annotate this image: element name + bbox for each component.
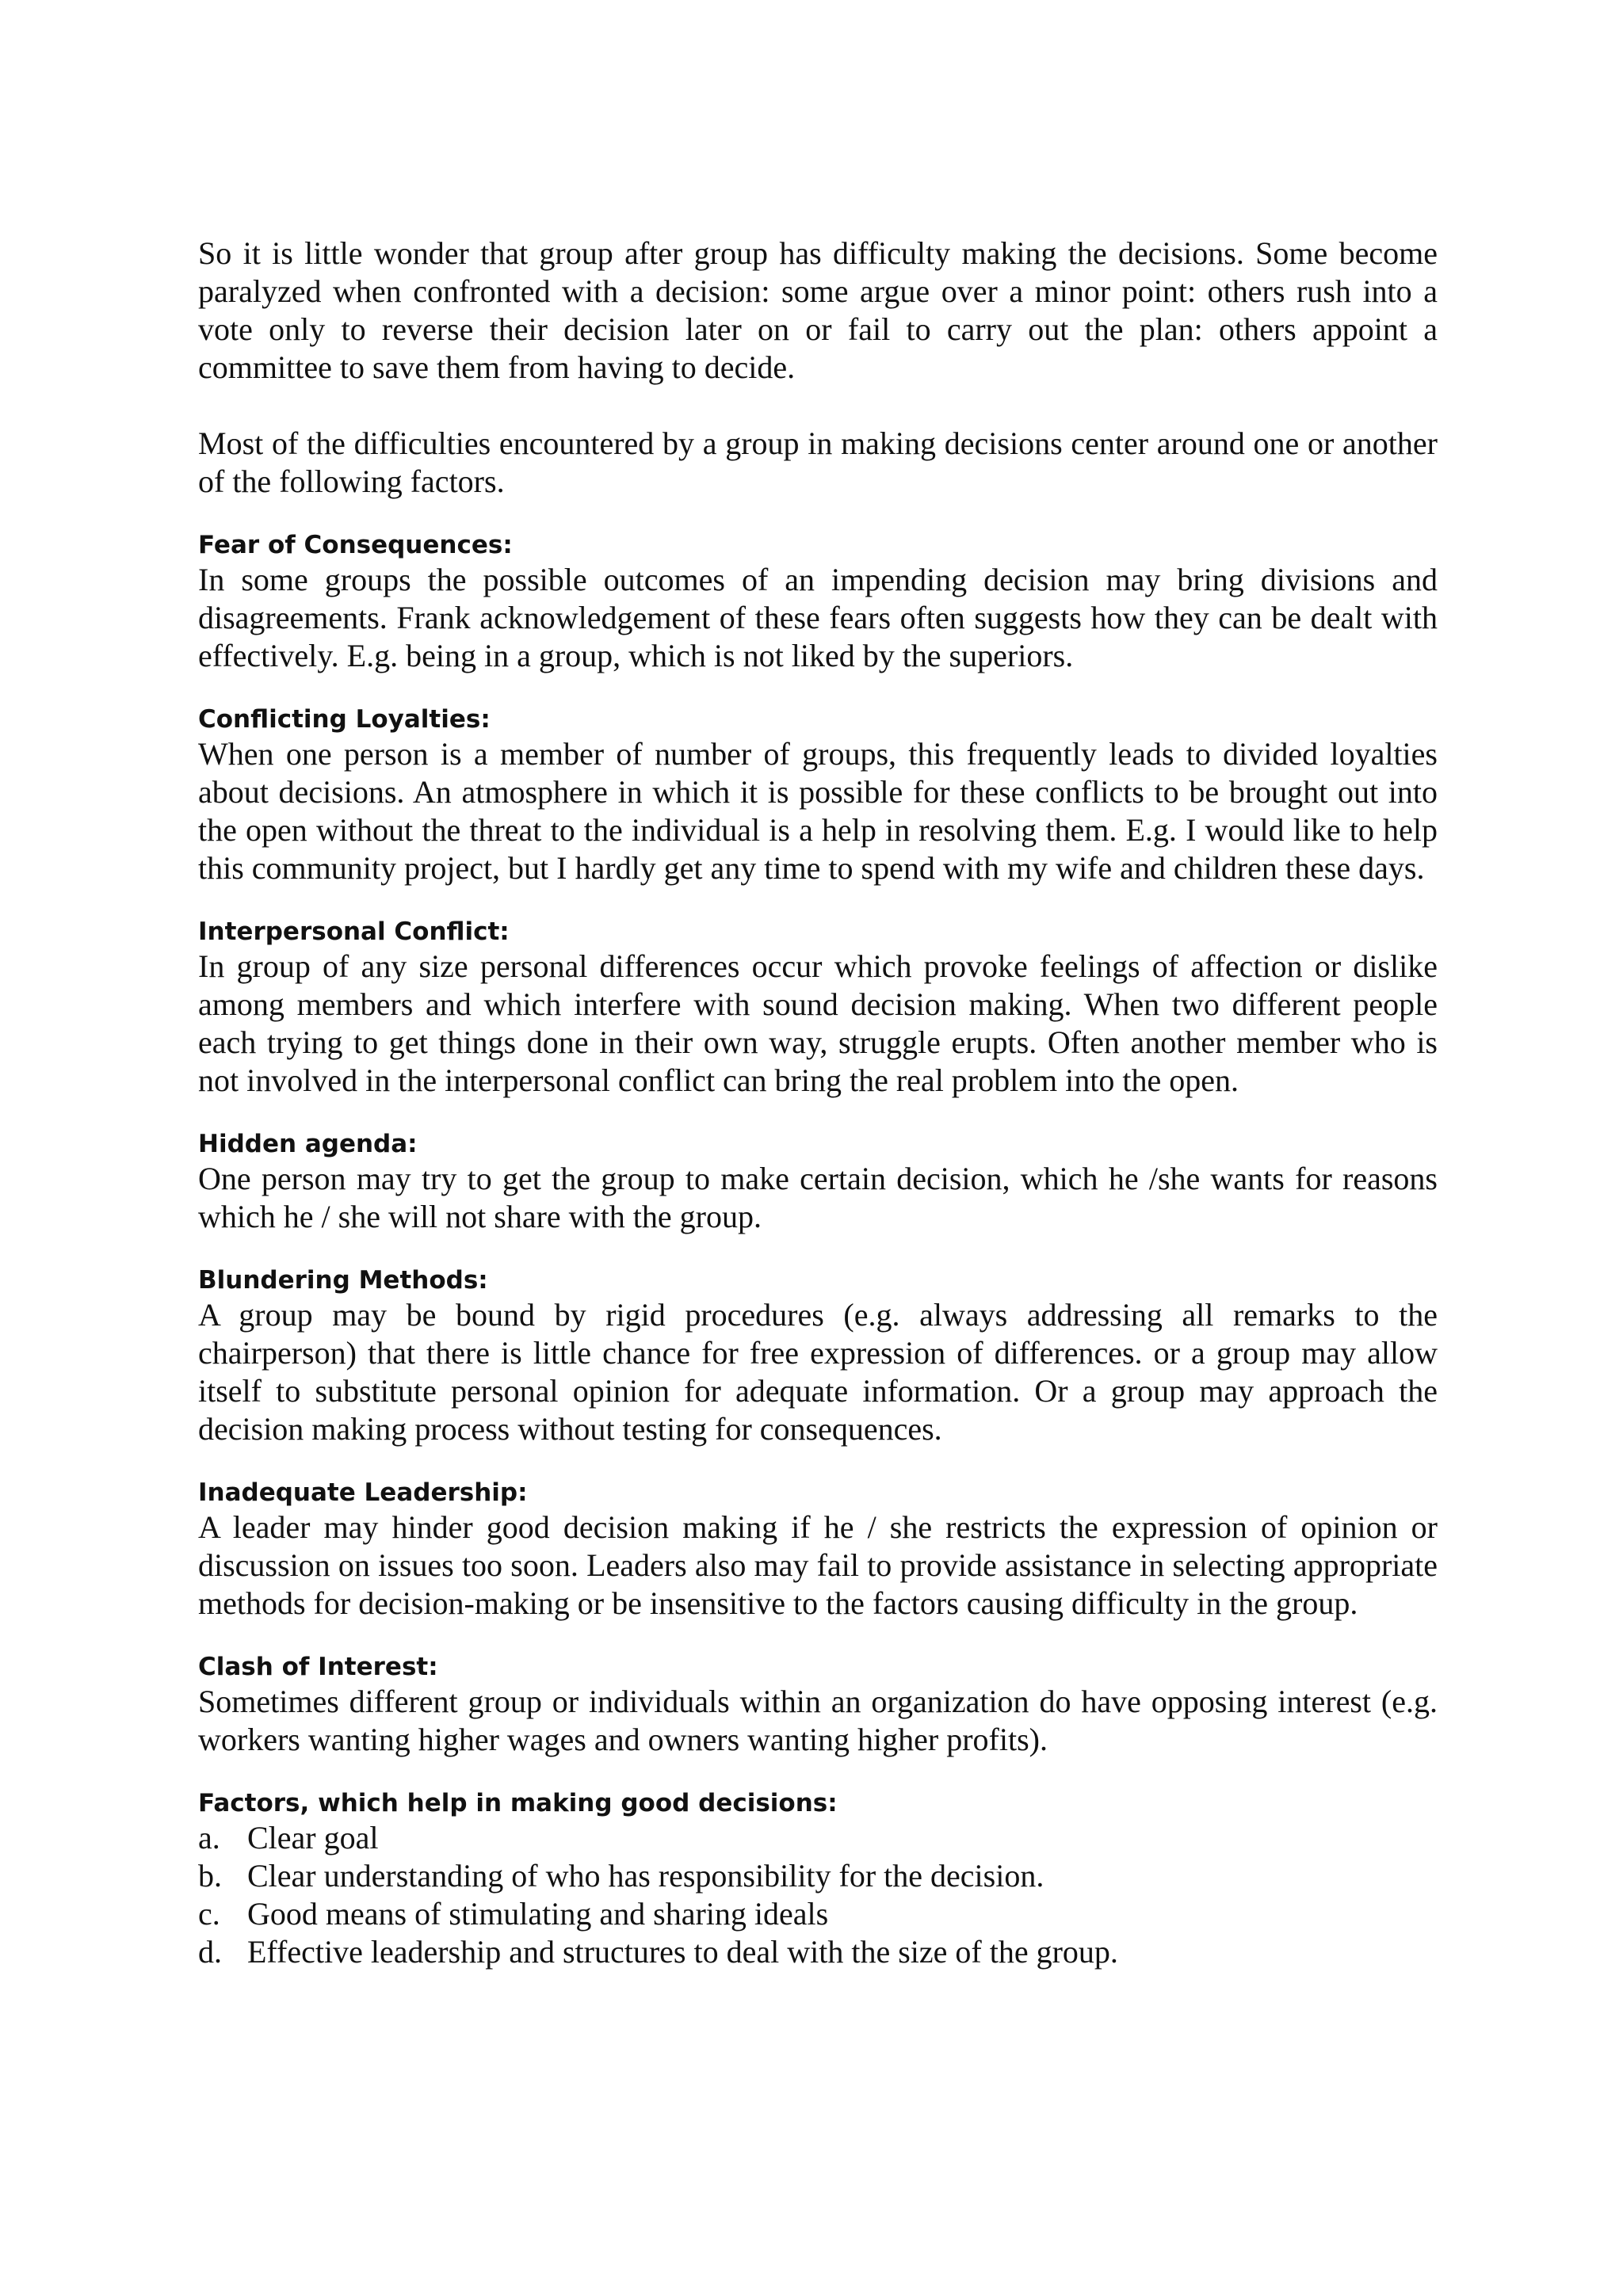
section-interpersonal-conflict — [198, 916, 1438, 1100]
section-good-decision-factors — [198, 1787, 1438, 1971]
list-item — [198, 1857, 1438, 1895]
list-item — [198, 1895, 1438, 1933]
section-conflicting-loyalties — [198, 704, 1438, 887]
section-inadequate-leadership — [198, 1477, 1438, 1623]
list-item-text: Clear understanding of who has responsibility for the decision. — [247, 1858, 1044, 1894]
section-fear-of-consequences — [198, 529, 1438, 675]
section-heading: Factors, which help in making good decisions: — [198, 1789, 838, 1817]
list-marker: c. — [198, 1896, 220, 1932]
list-marker: b. — [198, 1858, 222, 1894]
section-body: When one person is a member of number of groups, this frequently leads to divided loyalties about decisions. An atmosphere in which it is possible for these conflicts to be brought out into the open without the threat to the individual is a help in resolving them. E.g. I would like to help this community project, but I hardly get any time to spend with my wife and children these days. — [198, 736, 1438, 886]
section-heading: Blundering Methods: — [198, 1266, 488, 1295]
list-item — [198, 1819, 1438, 1857]
section-heading: Conflicting Loyalties: — [198, 705, 491, 734]
list-item — [198, 1933, 1438, 1971]
list-item-text: Effective leadership and structures to deal with the size of the group. — [247, 1934, 1118, 1970]
document-page — [198, 235, 1438, 1971]
section-body: In group of any size personal differences occur which provoke feelings of affection or dislike among members and which interfere with sound decision making. When two different people each trying to get things done in their own way, struggle erupts. Often another member who is not involved in the interpersonal conflict can bring the real problem into the open. — [198, 948, 1438, 1098]
list-marker: d. — [198, 1934, 222, 1970]
section-body: One person may try to get the group to make certain decision, which he /she wants for reasons which he / she will not share with the group. — [198, 1161, 1438, 1234]
section-blundering-methods — [198, 1264, 1438, 1448]
section-body: A group may be bound by rigid procedures (e.g. always addressing all remarks to the chairperson) that there is little chance for free expression of differences. or a group may allow itself to substitute personal opinion for adequate information. Or a group may approach the decision making process without testing for consequences. — [198, 1297, 1438, 1447]
list-item-text: Good means of stimulating and sharing ideals — [247, 1896, 829, 1932]
section-body: A leader may hinder good decision making if he / she restricts the expression of opinion or discussion on issues too soon. Leaders also may fail to provide assistance in selecting appropriate methods for decision-making or be insensitive to the factors causing difficulty in the group. — [198, 1509, 1438, 1621]
section-heading: Inadequate Leadership: — [198, 1478, 528, 1507]
section-heading: Hidden agenda: — [198, 1130, 418, 1158]
section-heading: Clash of Interest: — [198, 1653, 438, 1681]
section-heading: Fear of Consequences: — [198, 531, 513, 559]
section-body: In some groups the possible outcomes of an impending decision may bring divisions and disagreements. Frank acknowledgement of these fears often suggests how they can be dealt with effectively. E.g. being in a group, which is not liked by the superiors. — [198, 562, 1438, 673]
section-heading: Interpersonal Conflict: — [198, 917, 510, 946]
intro-paragraph-2: Most of the difficulties encountered by a group in making decisions center around one or another of the following factors. — [198, 425, 1438, 499]
section-body: Sometimes different group or individuals within an organization do have opposing interest (e.g. workers wanting higher wages and owners wanting higher profits). — [198, 1684, 1438, 1757]
factors-list — [198, 1819, 1438, 1971]
list-marker: a. — [198, 1820, 220, 1855]
intro-paragraph-1: So it is little wonder that group after group has difficulty making the decisions. Some become paralyzed when confronted with a decision: some argue over a minor point: others rush into a vote only to reverse their decision later on or fail to carry out the plan: others appoint a committee to save them from having to decide. — [198, 235, 1438, 385]
section-hidden-agenda — [198, 1128, 1438, 1236]
section-clash-of-interest — [198, 1651, 1438, 1759]
list-item-text: Clear goal — [247, 1820, 379, 1855]
